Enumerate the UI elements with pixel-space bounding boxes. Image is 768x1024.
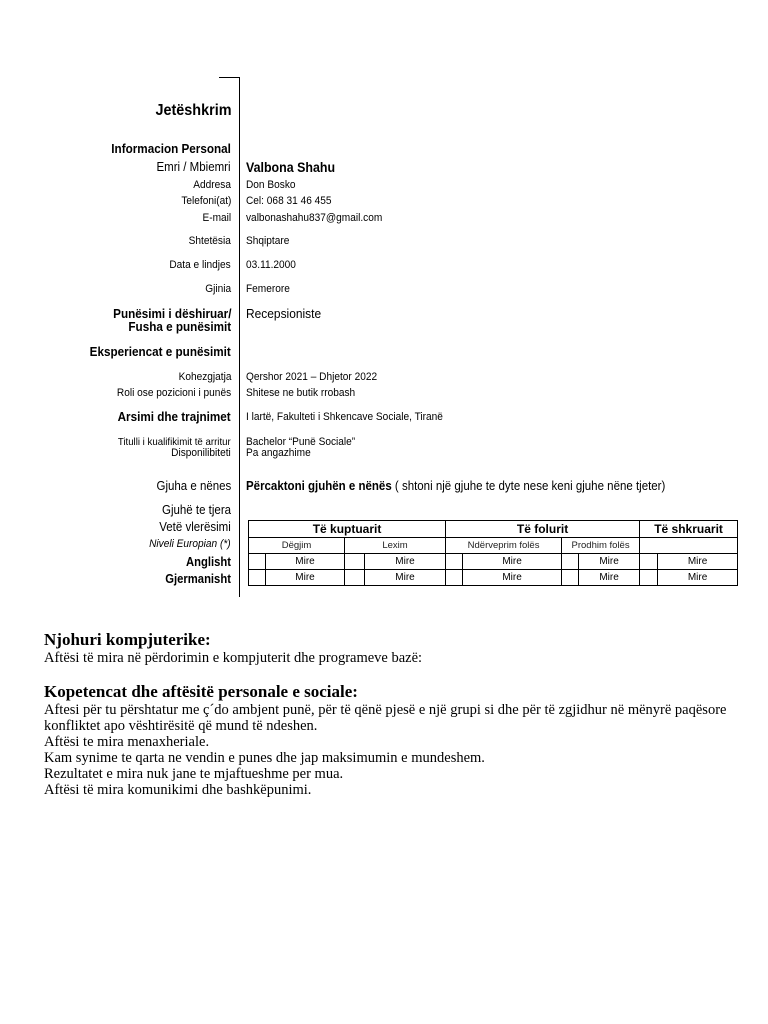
english-reading: Mire <box>365 554 446 570</box>
german-writing: Mire <box>658 570 738 586</box>
computer-skills-heading: Njohuri kompjuterike: <box>44 630 211 649</box>
mother-tongue-value <box>246 479 665 493</box>
header-speaking: Të folurit <box>446 521 640 538</box>
dob-value: 03.11.2000 <box>246 259 296 271</box>
social-skills-line-4: Rezultatet e mira nuk jane te mjaftueshme per mua. <box>44 766 344 782</box>
gender-value: Femerore <box>246 283 290 295</box>
other-languages-label: Gjuhë te tjera <box>161 503 231 517</box>
table-row-english <box>249 554 738 570</box>
email-value: valbonashahu837@gmail.com <box>246 212 383 224</box>
name-value: Valbona Shahu <box>246 160 336 175</box>
email-label: E-mail <box>202 212 231 224</box>
language-skills-table <box>248 520 738 586</box>
dob-label: Data e lindjes <box>169 259 231 271</box>
german-reading: Mire <box>365 570 446 586</box>
social-skills-heading: Kopetencat dhe aftësitë personale e sociale: <box>44 682 358 701</box>
level-code-cell <box>562 570 579 586</box>
subheader-listening: Dëgjim <box>249 538 345 554</box>
gender-label: Gjinia <box>205 283 231 295</box>
duration-value: Qershor 2021 – Dhjetor 2022 <box>246 371 378 383</box>
education-value: I lartë, Fakulteti i Shkencave Sociale, Tiranë <box>246 411 443 423</box>
experience-heading: Eksperiencat e punësimit <box>89 344 231 359</box>
duration-label: Kohezgjatja <box>178 371 231 383</box>
social-skills-line-3: Kam synime te qarta ne vendin e punes dhe jap maksimumin e mundeshem. <box>44 750 485 766</box>
header-writing: Të shkruarit <box>640 521 738 538</box>
role-value: Shitese ne butik rrobash <box>246 387 356 399</box>
nationality-value: Shqiptare <box>246 235 290 247</box>
personal-info-heading: Informacion Personal <box>111 141 231 156</box>
language-row-label-german: Gjermanisht <box>165 572 231 586</box>
name-label: Emri / Mbiemri <box>156 160 231 174</box>
subheader-reading: Lexim <box>345 538 446 554</box>
header-understanding: Të kuptuarit <box>249 521 446 538</box>
german-listening: Mire <box>266 570 345 586</box>
european-level-label: Niveli Europian (*) <box>149 538 231 550</box>
phone-value: Cel: 068 31 46 455 <box>246 195 332 207</box>
column-divider <box>239 77 240 597</box>
education-heading: Arsimi dhe trajnimet <box>117 409 231 424</box>
table-row-german <box>249 570 738 586</box>
nationality-label: Shtetësia <box>188 235 231 247</box>
desired-job-value: Recepsioniste <box>246 306 322 321</box>
level-code-cell <box>345 570 365 586</box>
mother-tongue-label: Gjuha e nënes <box>156 479 231 493</box>
language-row-label-english: Anglisht <box>186 555 231 569</box>
level-code-cell <box>249 570 266 586</box>
desired-job-heading-line2: Fusha e punësimit <box>128 319 231 334</box>
english-interaction: Mire <box>463 554 562 570</box>
level-code-cell <box>640 570 658 586</box>
desired-job-heading-line1: Punësimi i dëshiruar/ <box>112 306 231 321</box>
subheader-production: Prodhim folës <box>562 538 640 554</box>
computer-skills-text: Aftësi të mira në përdorimin e kompjuterit dhe programeve bazë: <box>44 650 423 666</box>
availability-label: Disponilibiteti <box>171 447 231 459</box>
level-code-cell <box>562 554 579 570</box>
mother-tongue-bold: Përcaktoni gjuhën e nënës <box>246 479 392 493</box>
english-listening: Mire <box>266 554 345 570</box>
role-label: Roli ose pozicioni i punës <box>116 387 231 399</box>
address-value: Don Bosko <box>246 179 296 191</box>
address-label: Addresa <box>193 179 231 191</box>
level-code-cell <box>446 554 463 570</box>
qualification-label: Titulli i kualifikimit të arritur <box>118 436 231 448</box>
level-code-cell <box>640 554 658 570</box>
level-code-cell <box>345 554 365 570</box>
level-code-cell <box>249 554 266 570</box>
self-assessment-label: Vetë vlerësimi <box>159 520 231 534</box>
social-skills-line-2: Aftësi te mira menaxheriale. <box>44 734 210 750</box>
subheader-interaction: Ndërveprim folës <box>446 538 562 554</box>
german-interaction: Mire <box>463 570 562 586</box>
subheader-writing-blank <box>640 538 738 554</box>
english-production: Mire <box>579 554 640 570</box>
mother-tongue-note: ( shtoni një gjuhe te dyte nese keni gjuhe nëne tjeter) <box>391 479 666 493</box>
social-skills-line-1: Aftesi për tu përshtatur me ç´do ambjent punë, për të qënë pjesë e një grupi si dhe për të zgjidhur në mënyrë paqësore konfliktet apo vështirësitë që mund të ndeshen. <box>44 702 727 734</box>
divider-top-tick <box>219 77 240 78</box>
social-skills-line-5: Aftësi të mira komunikimi dhe bashkëpunimi. <box>44 782 312 798</box>
phone-label: Telefoni(at) <box>180 195 231 207</box>
german-production: Mire <box>579 570 640 586</box>
english-writing: Mire <box>658 554 738 570</box>
availability-value: Pa angazhime <box>246 447 311 459</box>
cv-title: Jetëshkrim <box>154 102 231 119</box>
level-code-cell <box>446 570 463 586</box>
qualification-value: Bachelor “Punë Sociale” <box>246 436 356 448</box>
